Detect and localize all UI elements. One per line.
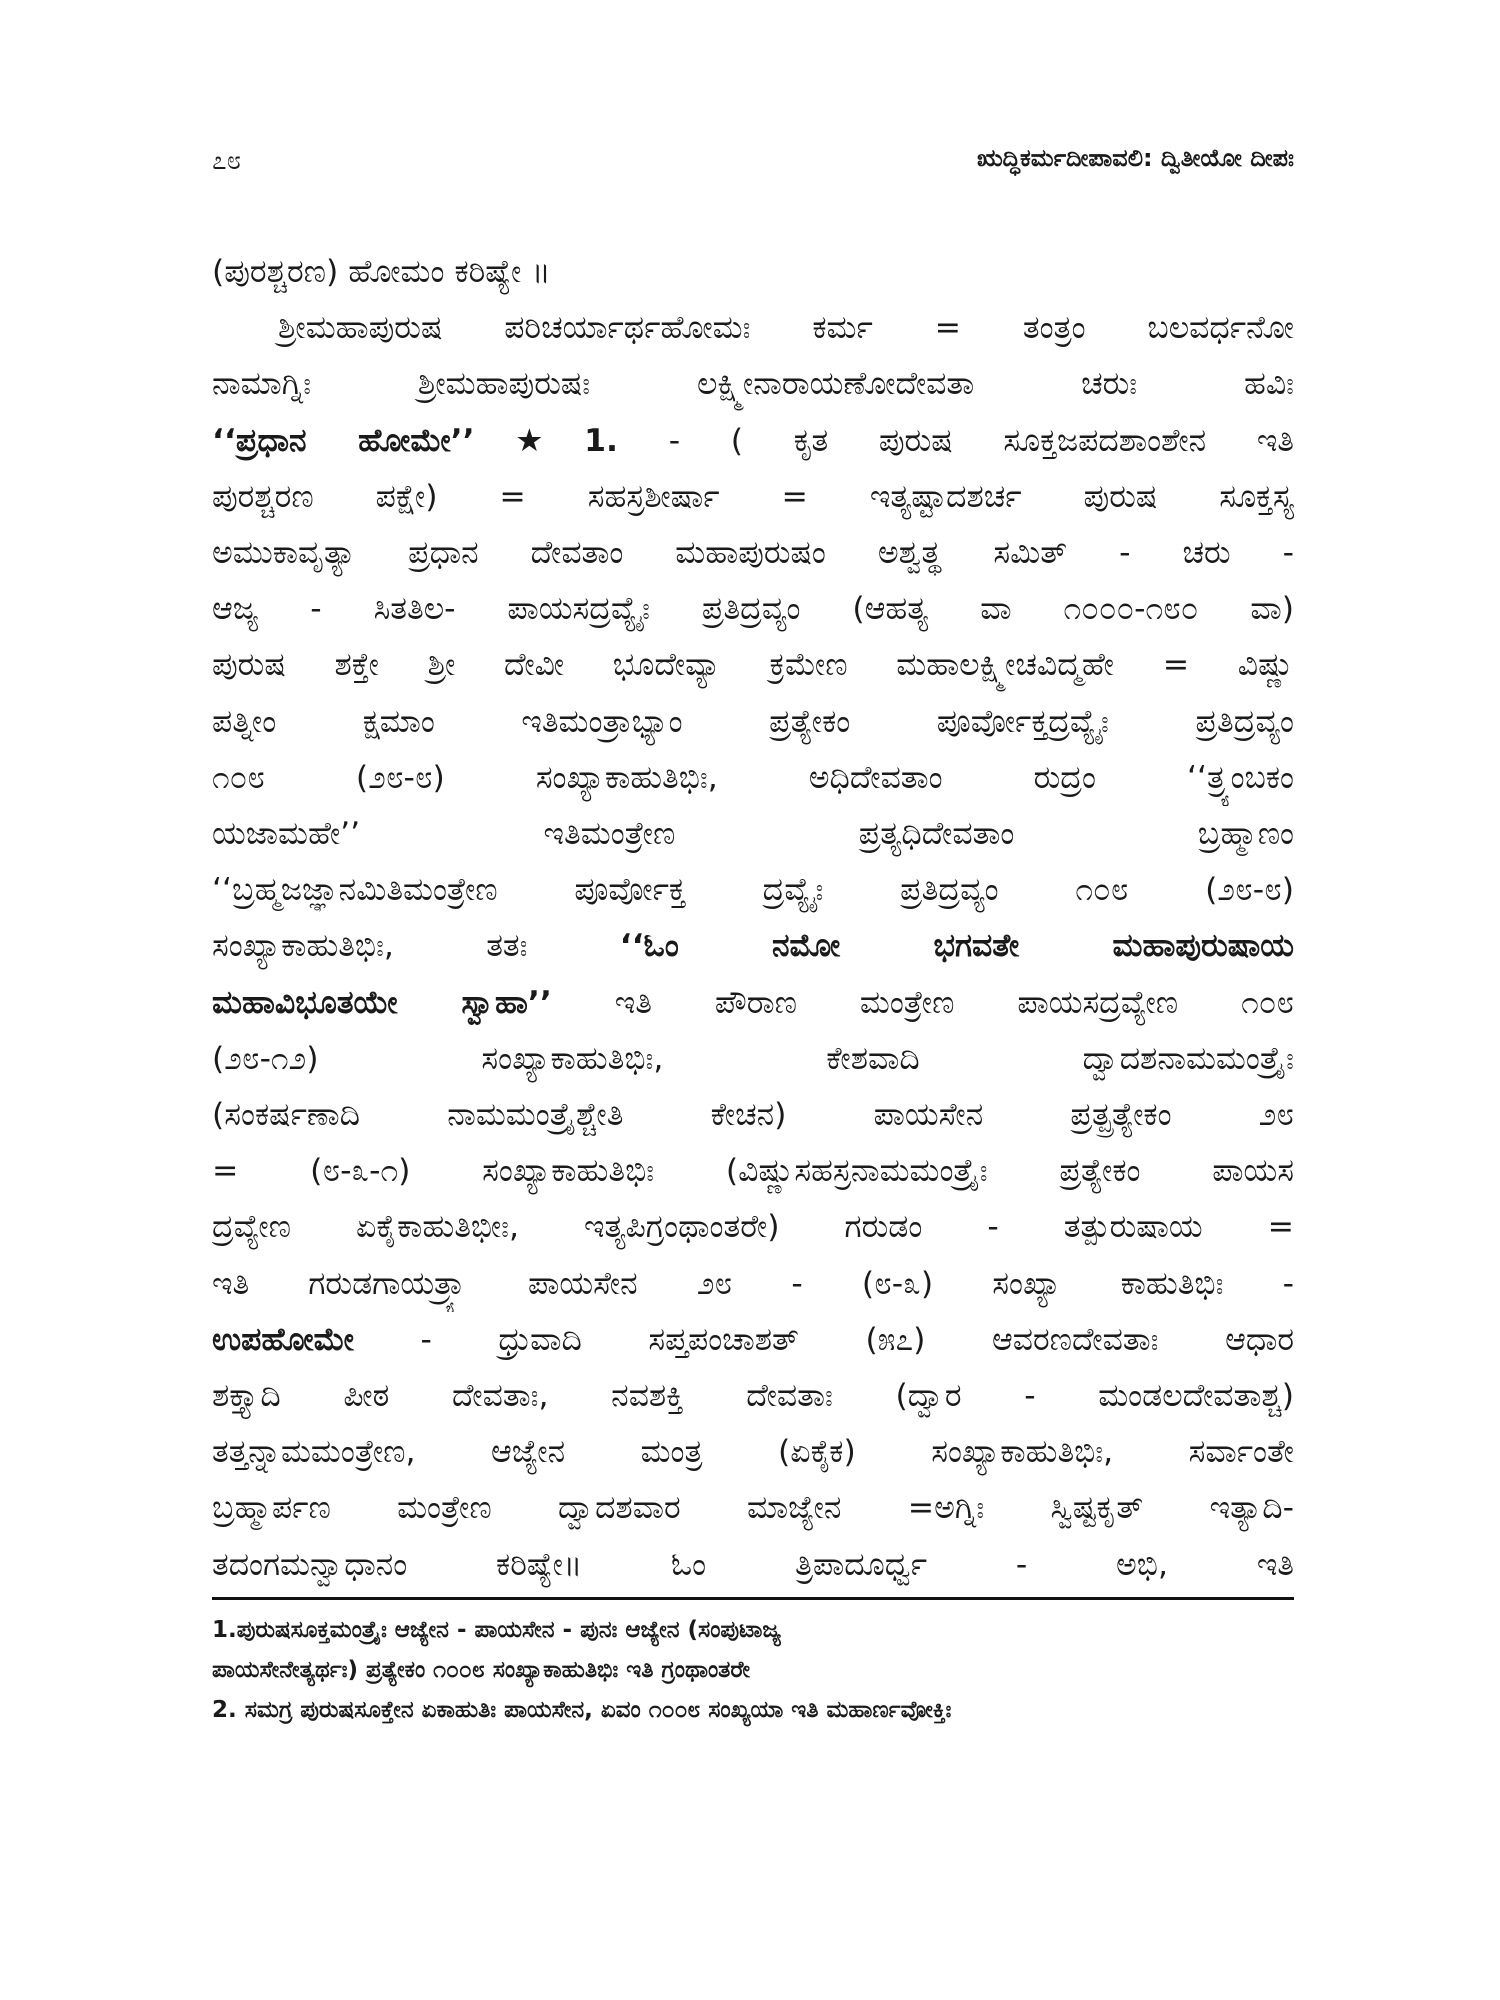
bold-mantra: ‘‘ಓಂ ನಮೋ ಭಗವತೇ ಮಹಾಪುರುಷಾಯ (619, 928, 1294, 965)
text-line (212, 975, 1294, 1031)
text-line (212, 413, 1294, 469)
body-text (212, 244, 1294, 1593)
text-fragment: ಸಂಖ್ಯಾಕಾಹುತಿಭಿಃ, ತತಃ (212, 928, 620, 965)
text-line: ತತ್ತನ್ನಾಮಮಂತ್ರೇಣ, ಆಜ್ಯೇನ ಮಂತ್ರ (ಏಕೈಕ) ಸಂಖ್ಯಾಕಾಹುತಿಭಿಃ, ಸರ್ವಾಂತೇ (212, 1434, 1294, 1471)
text-line: ಪುರುಷ ಶಕ್ತೇ ಶ್ರೀ ದೇವೀ ಭೂದೇವ್ಯಾ ಕ್ರಮೇಣ ಮಹಾಲಕ್ಷ್ಮೀಚವಿದ್ಮಹೇ = ವಿಷ್ಣು (212, 647, 1294, 684)
footnote-1: 1.ಪುರುಷಸೂಕ್ತಮಂತ್ರೈಃ ಆಜ್ಯೇನ - ಪಾಯಸೇನ - ಪುನಃ ಆಜ್ಯೇನ (ಸಂಪುಟಾಜ್ಯ (212, 1616, 781, 1643)
bold-heading: ‘‘ಪ್ರಧಾನ ಹೋಮೇ’’★1. (212, 422, 619, 459)
text-line: (ಸಂಕರ್ಷಣಾದಿ ನಾಮಮಂತ್ರೈಶ್ಚೇತಿ ಕೇಚನ) ಪಾಯಸೇನ ಪ್ರತ್ಪ್ರತ್ಯೇಕಂ ೨೮ (212, 1097, 1294, 1134)
text-line: ಪತ್ನೀಂ ಕ್ಷಮಾಂ ಇತಿಮಂತ್ರಾಭ್ಯಾಂ ಪ್ರತ್ಯೇಕಂ ಪೂರ್ವೋಕ್ತದ್ರವ್ಯೈಃ ಪ್ರತಿದ್ರವ್ಯಂ (212, 703, 1294, 740)
text-line: ದ್ರವ್ಯೇಣ ಏಕೈಕಾಹುತಿಭೀಃ, ಇತ್ಯಪಿಗ್ರಂಥಾಂತರೇ) ಗರುಡಂ - ತತ್ಪುರುಷಾಯ = (212, 1209, 1294, 1246)
text-line: ನಾಮಾಗ್ನಿಃ ಶ್ರೀಮಹಾಪುರುಷಃ ಲಕ್ಷ್ಮೀನಾರಾಯಣೋದೇವತಾ ಚರುಃ ಹವಿಃ (212, 366, 1294, 403)
text-line: ಇತಿ ಗರುಡಗಾಯತ್ರ್ಯಾ ಪಾಯಸೇನ ೨೮ - (೮-೩) ಸಂಖ್ಯಾ ಕಾಹುತಿಭಿಃ - (212, 1265, 1294, 1302)
running-title: ಋದ್ಧಿಕರ್ಮದೀಪಾವಲಿ: ದ್ವಿತೀಯೋ ದೀಪಃ (976, 144, 1294, 172)
text-line (212, 918, 1294, 974)
footnotes (212, 1610, 1294, 1730)
bold-mantra: ಮಹಾವಿಭೂತಯೇ ಸ್ವಾಹಾ’’ (212, 984, 552, 1021)
text-line: ತದಂಗಮನ್ವಾಧಾನಂ ಕರಿಷ್ಯೇ॥ ಓಂ ತ್ರಿಪಾದೂರ್ಧ್ವ - ಅಭಿ, ಇತಿ (212, 1546, 1294, 1583)
text-fragment: - ಧ್ರುವಾದಿ ಸಪ್ತಪಂಚಾಶತ್ (೫೭) ಆವರಣದೇವತಾಃ ಆಧಾರ (353, 1321, 1294, 1358)
text-line: ಅಮುಕಾವೃತ್ಯಾ ಪ್ರಧಾನ ದೇವತಾಂ ಮಹಾಪುರುಷಂ ಅಶ್ವತ್ಥ ಸಮಿತ್ - ಚರು - (212, 535, 1294, 572)
text-line: ಶ್ರೀಮಹಾಪುರುಷ ಪರಿಚರ್ಯಾರ್ಥಹೋಮಃ ಕರ್ಮ = ತಂತ್ರಂ ಬಲವರ್ಧನೋ (278, 310, 1294, 347)
bold-heading: ಉಪಹೋಮೇ (212, 1321, 354, 1358)
text-fragment: ಇತಿ ಪೌರಾಣ ಮಂತ್ರೇಣ ಪಾಯಸದ್ರವ್ಯೇಣ ೧೦೮ (551, 984, 1294, 1021)
text-line: (ಪುರಶ್ಚರಣ) ಹೋಮಂ ಕರಿಷ್ಯೇ ॥ (212, 254, 551, 290)
footnote-2: 2. ಸಮಗ್ರ ಪುರುಷಸೂಕ್ತೇನ ಏಕಾಹುತಿಃ ಪಾಯಸೇನ, ಏವಂ ೧೦೦೮ ಸಂಖ್ಯಯಾ ಇತಿ ಮಹಾರ್ಣವೋಕ್ತಿಃ (212, 1696, 952, 1723)
text-line: (೨೮-೧೨) ಸಂಖ್ಯಾಕಾಹುತಿಭಿಃ, ಕೇಶವಾದಿ ದ್ವಾದಶನಾಮಮಂತ್ರೈಃ (212, 1040, 1294, 1077)
text-line: ಯಜಾಮಹೇ’’ ಇತಿಮಂತ್ರೇಣ ಪ್ರತ್ಯಧಿದೇವತಾಂ ಬ್ರಹ್ಮಾಣಂ (212, 816, 1294, 853)
text-line (212, 1312, 1294, 1368)
text-fragment: - ( ಕೃತ ಪುರುಷ ಸೂಕ್ತಜಪದಶಾಂಶೇನ ಇತಿ (618, 422, 1294, 459)
footnote-divider (212, 1597, 1294, 1600)
text-line: ಆಜ್ಯ - ಸಿತತಿಲ- ಪಾಯಸದ್ರವ್ಯೈಃ ಪ್ರತಿದ್ರವ್ಯಂ (ಆಹತ್ಯ ವಾ ೧೦೦೦-೧೮೦ ವಾ) (212, 591, 1294, 628)
text-line: ‘‘ಬ್ರಹ್ಮಜಜ್ಞಾನಮಿತಿಮಂತ್ರೇಣ ಪೂರ್ವೋಕ್ತ ದ್ರವ್ಯೈಃ ಪ್ರತಿದ್ರವ್ಯಂ ೧೦೮ (೨೮-೮) (212, 872, 1294, 909)
page-number: ೭೮ (212, 146, 242, 176)
text-line: ಬ್ರಹ್ಮಾರ್ಪಣ ಮಂತ್ರೇಣ ದ್ವಾದಶವಾರ ಮಾಜ್ಯೇನ =ಅಗ್ನಿಃ ಸ್ವಿಷ್ಟಕೃತ್ ಇತ್ಯಾದಿ- (212, 1490, 1294, 1527)
text-line: = (೮-೩-೧) ಸಂಖ್ಯಾಕಾಹುತಿಭಿಃ (ವಿಷ್ಣುಸಹಸ್ರನಾಮಮಂತ್ರೈಃ ಪ್ರತ್ಯೇಕಂ ಪಾಯಸ (212, 1153, 1294, 1190)
text-line: ಶಕ್ತ್ಯಾದಿ ಪೀಠ ದೇವತಾಃ, ನವಶಕ್ತಿ ದೇವತಾಃ (ದ್ವಾರ - ಮಂಡಲದೇವತಾಶ್ಚ) (212, 1378, 1294, 1415)
text-line: ಪುರಶ್ಚರಣ ಪಕ್ಷೇ) = ಸಹಸ್ರಶೀರ್ಷಾ = ಇತ್ಯಷ್ಟಾದಶರ್ಚ ಪುರುಷ ಸೂಕ್ತಸ್ಯ (212, 478, 1294, 515)
footnote-1-continued: ಪಾಯಸೇನೇತ್ಯರ್ಥಃ) ಪ್ರತ್ಯೇಕಂ ೧೦೦೮ ಸಂಖ್ಯಾಕಾಹುತಿಭಿಃ ಇತಿ ಗ್ರಂಥಾಂತರೇ (212, 1656, 751, 1683)
book-page (212, 140, 1294, 1970)
page-header (212, 140, 1294, 182)
text-line: ೧೦೮ (೨೮-೮) ಸಂಖ್ಯಾಕಾಹುತಿಭಿಃ, ಅಧಿದೇವತಾಂ ರುದ್ರಂ ‘‘ತ್ರ್ಯಂಬಕಂ (212, 759, 1294, 796)
